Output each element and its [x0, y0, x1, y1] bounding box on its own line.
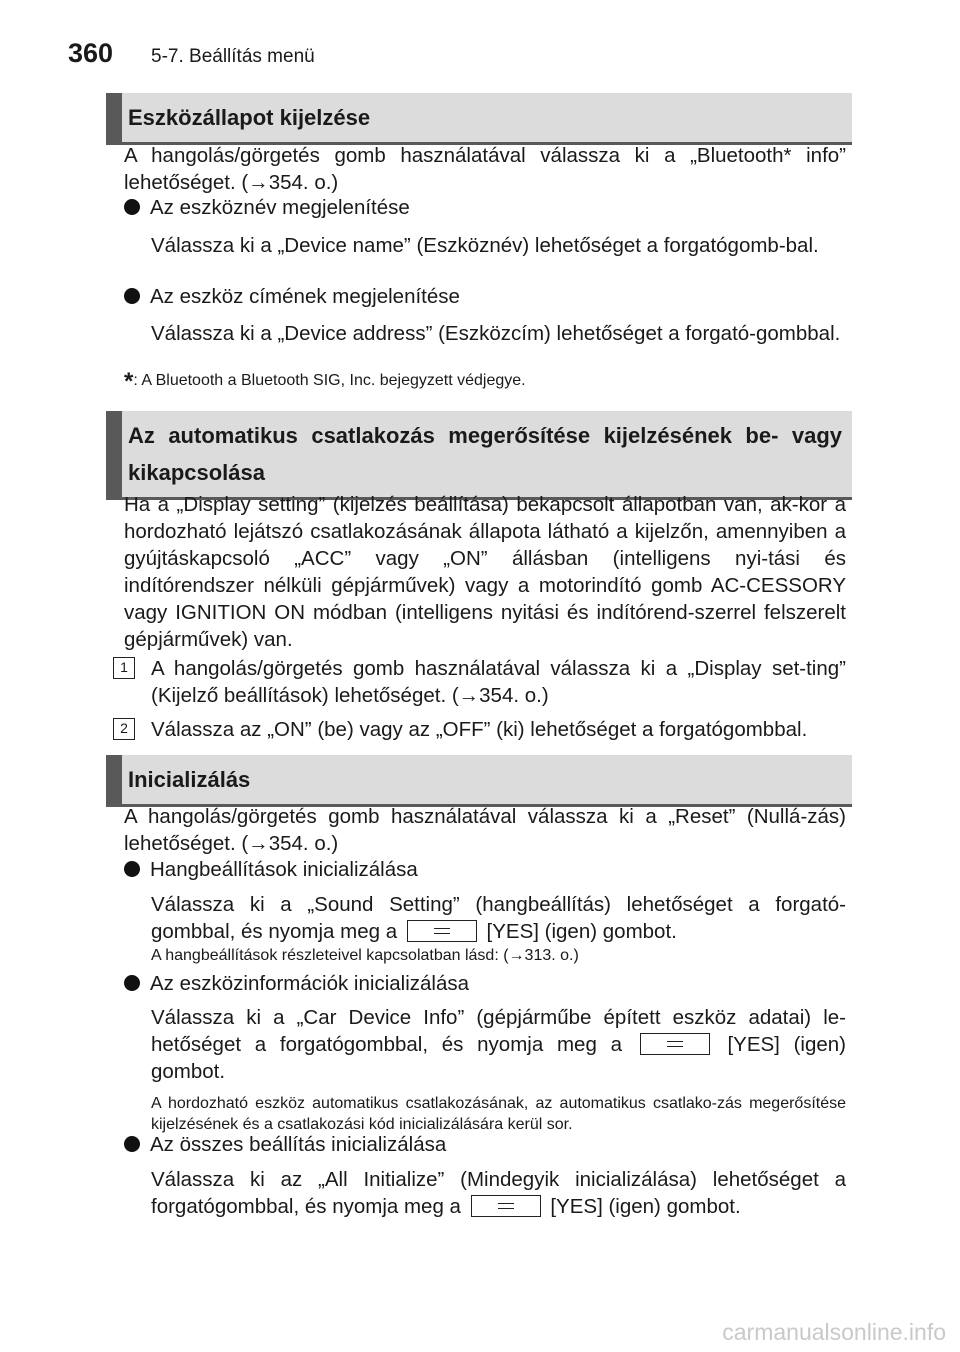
- bullet-label: Az összes beállítás inicializálása: [150, 1133, 447, 1156]
- enter-button-icon: [407, 920, 477, 942]
- enter-button-icon: [640, 1033, 710, 1055]
- section-header-device-status: Eszközállapot kijelzése: [106, 93, 852, 145]
- bullet-label: Az eszköz címének megjelenítése: [150, 285, 460, 308]
- bullet-icon: [124, 288, 140, 304]
- footnote: [124, 368, 526, 396]
- bullet-icon: [124, 975, 140, 991]
- section3-intro: A hangolás/görgetés gomb használatával válassza ki a „Reset” (Nullá-zás) lehetőséget. (→354. o.): [124, 805, 846, 855]
- instruction-text: Válassza ki a „Sound Setting” (hangbeállítás) lehetőséget a forgató-gombbal, és nyomja meg a: [151, 893, 846, 943]
- instruction-text: [YES] (igen) gombot.: [550, 1195, 741, 1218]
- section2-intro: Ha a „Display setting” (kijelzés beállítása) bekapcsolt állapotban van, ak-kor a hordozható lejátszó csatlakozásának állapota látható a kijelzőn, amennyiben a gyújtáskapcsoló „ACC” vagy „ON” állásban (intelligens nyi-tási és indítórendszer nélküli gépjárművek) vagy a motorindító gomb AC-CESSORY vagy IGNITION ON módban (intelligens nyitási és indítórend-szerrel felszerelt gépjárművek) van.: [124, 493, 846, 651]
- section-header-initialize: Inicializálás: [106, 755, 852, 807]
- step-number: 2: [113, 718, 135, 740]
- page-number: 360: [68, 38, 114, 68]
- bullet-device-info-reset-text: [151, 1004, 846, 1135]
- bullet-device-name-text: Válassza ki a „Device name” (Eszköznév) lehetőséget a forgatógomb-bal.: [151, 234, 819, 257]
- note-text: A hangbeállítások részleteivel kapcsolatban lásd: (→313. o.): [151, 947, 579, 964]
- step-text: A hangolás/görgetés gomb használatával válassza ki a „Display set-ting” (Kijelző beállítások) lehetőséget. (→354. o.): [151, 657, 846, 707]
- bullet-label: Hangbeállítások inicializálása: [150, 858, 418, 881]
- instruction-text: [YES] (igen) gombot.: [151, 1033, 847, 1083]
- footnote-mark: *: [124, 368, 134, 395]
- bullet-device-address: [124, 283, 460, 310]
- bullet-all-reset-text: [151, 1166, 846, 1220]
- bullet-device-address-text: Válassza ki a „Device address” (Eszközcím) lehetőséget a forgató-gombbal.: [151, 322, 841, 345]
- bullet-all-reset: [124, 1131, 446, 1158]
- instruction-text: Válassza ki a „Car Device Info” (gépjárműbe épített eszköz adatai) le-hetőséget a forgatógombbal, és nyomja meg a: [151, 1006, 846, 1056]
- note-text: A hordozható eszköz automatikus csatlakozásának, az automatikus csatlako-zás megerősítése kijelzésének és a csatlakozási kód inicializálására kerül sor.: [151, 1095, 846, 1133]
- bullet-sound-reset-text: [151, 891, 846, 966]
- bullet-label: Az eszköznév megjelenítése: [150, 196, 410, 219]
- bullet-icon: [124, 1136, 140, 1152]
- watermark: carmanualsonline.info: [722, 1319, 946, 1345]
- step-number: 1: [113, 657, 135, 679]
- instruction-text: Válassza ki az „All Initialize” (Mindegyik inicializálása) lehetőséget a forgatógombbal, és nyomja meg a: [151, 1168, 846, 1218]
- chapter-title: 5-7. Beállítás menü: [151, 46, 315, 67]
- bullet-label: Az eszközinformációk inicializálása: [150, 972, 470, 995]
- section-header-auto-connect: Az automatikus csatlakozás megerősítése kijelzésének be- vagy kikapcsolása: [106, 411, 852, 500]
- bullet-device-name: [124, 194, 410, 221]
- section1-intro: A hangolás/görgetés gomb használatával válassza ki a „Bluetooth* info” lehetőséget. (→354. o.): [124, 144, 846, 194]
- footnote-text: : A Bluetooth a Bluetooth SIG, Inc. bejegyzett védjegye.: [133, 372, 526, 389]
- step-text: Válassza az „ON” (be) vagy az „OFF” (ki) lehetőséget a forgatógombbal.: [151, 718, 808, 741]
- bullet-sound-reset: [124, 856, 418, 883]
- enter-button-icon: [471, 1195, 541, 1217]
- bullet-device-info-reset: [124, 970, 469, 997]
- instruction-text: [YES] (igen) gombot.: [486, 920, 677, 943]
- bullet-icon: [124, 199, 140, 215]
- bullet-icon: [124, 861, 140, 877]
